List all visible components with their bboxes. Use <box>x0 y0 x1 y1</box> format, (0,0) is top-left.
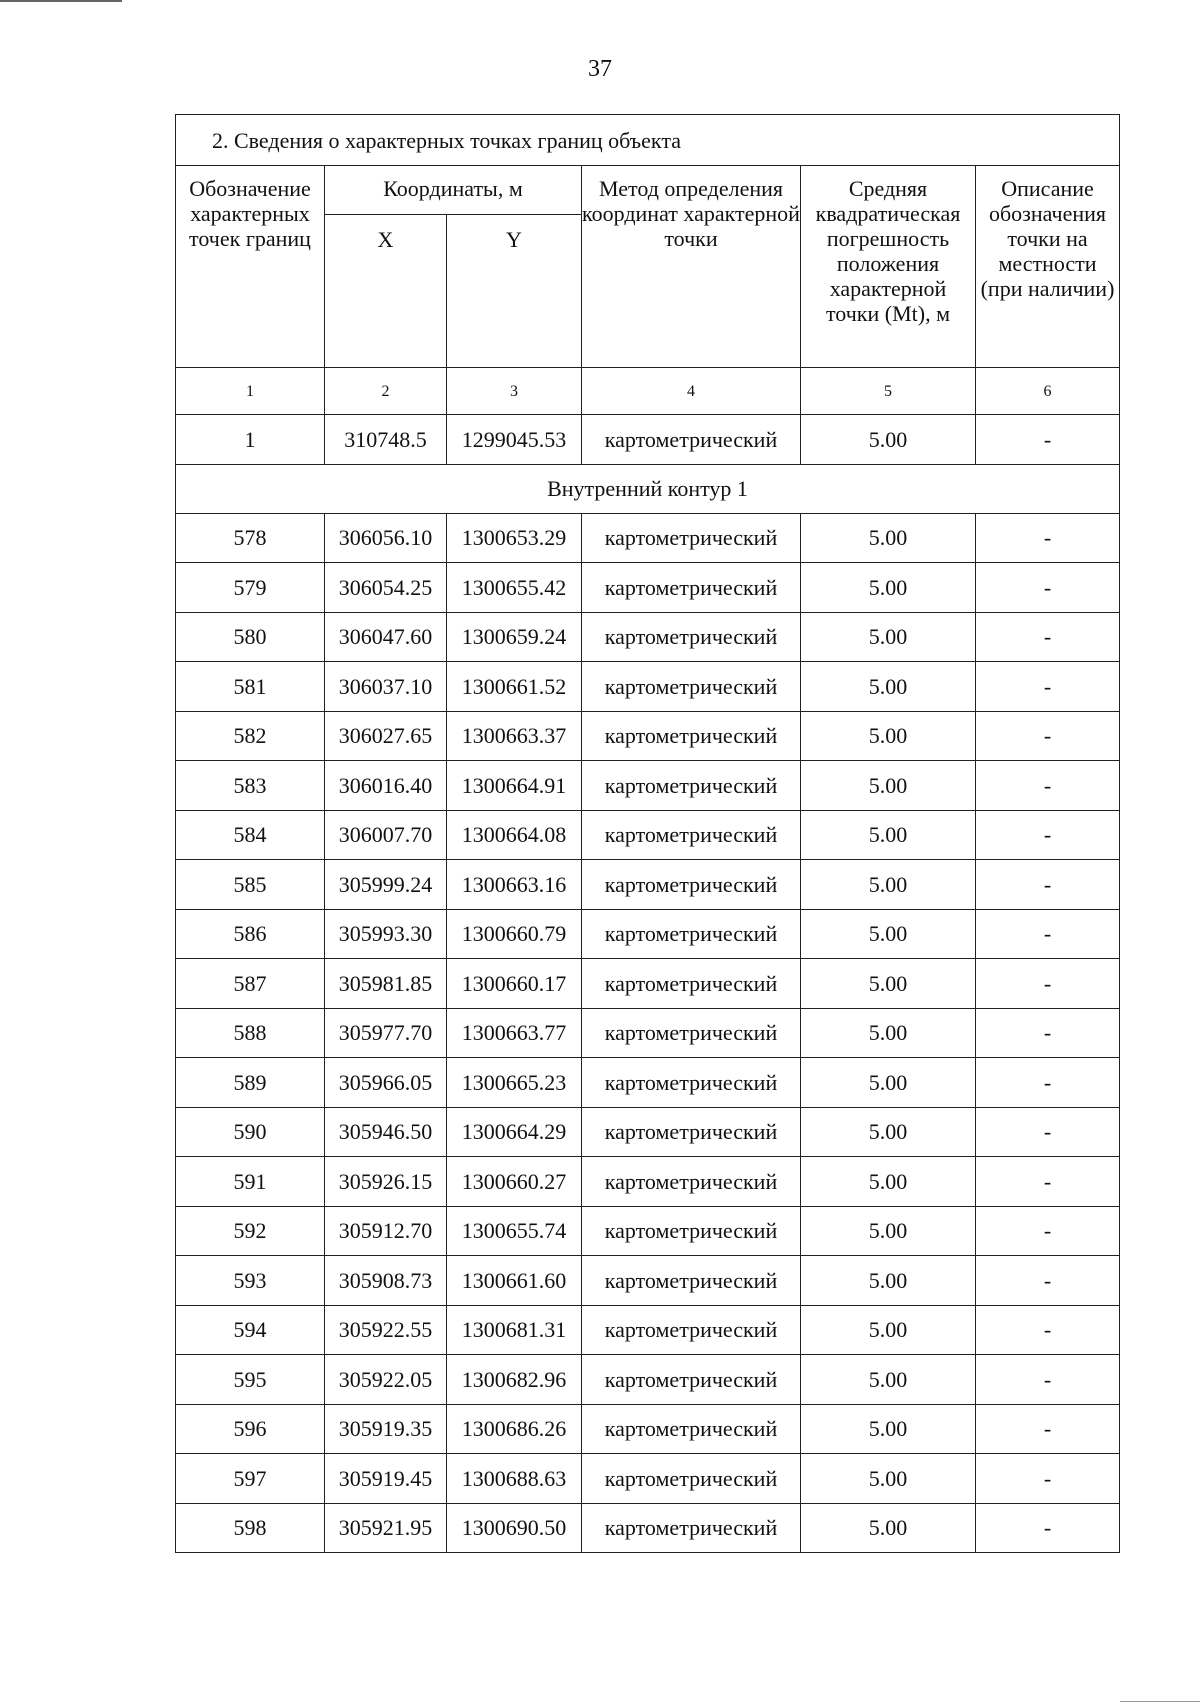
error-cell: 5.00 <box>801 711 976 761</box>
point-cell: 580 <box>176 612 325 662</box>
error-cell: 5.00 <box>801 810 976 860</box>
column-number: 4 <box>582 368 801 415</box>
x-cell: 306037.10 <box>325 662 447 712</box>
header-error: Средняя квадратическая погрешность положения характерной точки (Mt), м <box>801 166 976 368</box>
y-cell: 1300664.08 <box>447 810 582 860</box>
description-cell: - <box>976 959 1120 1009</box>
y-cell: 1300681.31 <box>447 1305 582 1355</box>
x-cell: 306016.40 <box>325 761 447 811</box>
point-cell: 592 <box>176 1206 325 1256</box>
point-cell: 583 <box>176 761 325 811</box>
y-cell: 1300653.29 <box>447 513 582 563</box>
error-cell: 5.00 <box>801 1503 976 1553</box>
table-row <box>176 1305 1120 1355</box>
table-row <box>176 1503 1120 1553</box>
error-cell: 5.00 <box>801 415 976 465</box>
table-row <box>176 513 1120 563</box>
y-cell: 1300661.60 <box>447 1256 582 1306</box>
error-cell: 5.00 <box>801 1058 976 1108</box>
point-cell: 584 <box>176 810 325 860</box>
header-method: Метод определения координат характерной точки <box>582 166 801 368</box>
point-cell: 579 <box>176 563 325 613</box>
description-cell: - <box>976 415 1120 465</box>
y-cell: 1300688.63 <box>447 1454 582 1504</box>
table-row <box>176 1058 1120 1108</box>
y-cell: 1300655.74 <box>447 1206 582 1256</box>
column-number: 5 <box>801 368 976 415</box>
point-cell: 589 <box>176 1058 325 1108</box>
x-cell: 306047.60 <box>325 612 447 662</box>
method-cell: картометрический <box>582 1008 801 1058</box>
y-cell: 1300663.77 <box>447 1008 582 1058</box>
y-cell: 1300664.91 <box>447 761 582 811</box>
description-cell: - <box>976 909 1120 959</box>
table-row <box>176 1404 1120 1454</box>
y-cell: 1300663.37 <box>447 711 582 761</box>
method-cell: картометрический <box>582 1058 801 1108</box>
column-number: 3 <box>447 368 582 415</box>
x-cell: 306007.70 <box>325 810 447 860</box>
table-row <box>176 1107 1120 1157</box>
error-cell: 5.00 <box>801 1355 976 1405</box>
header-description: Описание обозначения точки на местности (при наличии) <box>976 166 1120 368</box>
method-cell: картометрический <box>582 860 801 910</box>
y-cell: 1299045.53 <box>447 415 582 465</box>
method-cell: картометрический <box>582 662 801 712</box>
method-cell: картометрический <box>582 513 801 563</box>
error-cell: 5.00 <box>801 1157 976 1207</box>
method-cell: картометрический <box>582 415 801 465</box>
error-cell: 5.00 <box>801 513 976 563</box>
header-y: Y <box>447 215 582 368</box>
table-row <box>176 959 1120 1009</box>
table-row <box>176 1008 1120 1058</box>
description-cell: - <box>976 1503 1120 1553</box>
header-coordinates: Координаты, м <box>325 166 582 215</box>
method-cell: картометрический <box>582 1503 801 1553</box>
header-designation: Обозначение характерных точек границ <box>176 166 325 368</box>
description-cell: - <box>976 711 1120 761</box>
error-cell: 5.00 <box>801 1206 976 1256</box>
point-cell: 593 <box>176 1256 325 1306</box>
x-cell: 305966.05 <box>325 1058 447 1108</box>
x-cell: 305926.15 <box>325 1157 447 1207</box>
table-row <box>176 1355 1120 1405</box>
point-cell: 586 <box>176 909 325 959</box>
table-row <box>176 711 1120 761</box>
point-cell: 594 <box>176 1305 325 1355</box>
x-cell: 305912.70 <box>325 1206 447 1256</box>
error-cell: 5.00 <box>801 761 976 811</box>
method-cell: картометрический <box>582 1107 801 1157</box>
method-cell: картометрический <box>582 1256 801 1306</box>
description-cell: - <box>976 761 1120 811</box>
x-cell: 305946.50 <box>325 1107 447 1157</box>
point-cell: 581 <box>176 662 325 712</box>
column-number: 1 <box>176 368 325 415</box>
table-row <box>176 860 1120 910</box>
table-row <box>176 563 1120 613</box>
description-cell: - <box>976 1008 1120 1058</box>
table-row <box>176 612 1120 662</box>
table-row <box>176 810 1120 860</box>
error-cell: 5.00 <box>801 1454 976 1504</box>
error-cell: 5.00 <box>801 662 976 712</box>
column-number: 6 <box>976 368 1120 415</box>
table-row <box>176 909 1120 959</box>
crop-mark <box>0 0 122 2</box>
method-cell: картометрический <box>582 959 801 1009</box>
column-numbers-row <box>176 368 1120 415</box>
y-cell: 1300660.79 <box>447 909 582 959</box>
x-cell: 305922.55 <box>325 1305 447 1355</box>
method-cell: картометрический <box>582 909 801 959</box>
x-cell: 305999.24 <box>325 860 447 910</box>
point-cell: 597 <box>176 1454 325 1504</box>
error-cell: 5.00 <box>801 1107 976 1157</box>
method-cell: картометрический <box>582 810 801 860</box>
description-cell: - <box>976 860 1120 910</box>
table-row <box>176 662 1120 712</box>
method-cell: картометрический <box>582 563 801 613</box>
point-cell: 598 <box>176 1503 325 1553</box>
x-cell: 305981.85 <box>325 959 447 1009</box>
y-cell: 1300682.96 <box>447 1355 582 1405</box>
point-cell: 588 <box>176 1008 325 1058</box>
method-cell: картометрический <box>582 1206 801 1256</box>
method-cell: картометрический <box>582 761 801 811</box>
description-cell: - <box>976 1107 1120 1157</box>
table-row <box>176 1157 1120 1207</box>
page-number: 37 <box>588 56 612 82</box>
x-cell: 305993.30 <box>325 909 447 959</box>
description-cell: - <box>976 810 1120 860</box>
boundary-points-table <box>175 114 1120 1553</box>
point-cell: 595 <box>176 1355 325 1405</box>
table-row <box>176 761 1120 811</box>
method-cell: картометрический <box>582 1157 801 1207</box>
y-cell: 1300686.26 <box>447 1404 582 1454</box>
description-cell: - <box>976 1404 1120 1454</box>
error-cell: 5.00 <box>801 860 976 910</box>
y-cell: 1300660.17 <box>447 959 582 1009</box>
description-cell: - <box>976 1256 1120 1306</box>
table-row <box>176 1454 1120 1504</box>
x-cell: 305977.70 <box>325 1008 447 1058</box>
error-cell: 5.00 <box>801 909 976 959</box>
y-cell: 1300690.50 <box>447 1503 582 1553</box>
point-cell: 585 <box>176 860 325 910</box>
description-cell: - <box>976 662 1120 712</box>
error-cell: 5.00 <box>801 1008 976 1058</box>
error-cell: 5.00 <box>801 1404 976 1454</box>
error-cell: 5.00 <box>801 612 976 662</box>
y-cell: 1300665.23 <box>447 1058 582 1108</box>
description-cell: - <box>976 1157 1120 1207</box>
x-cell: 306027.65 <box>325 711 447 761</box>
description-cell: - <box>976 1305 1120 1355</box>
y-cell: 1300661.52 <box>447 662 582 712</box>
column-number: 2 <box>325 368 447 415</box>
x-cell: 305921.95 <box>325 1503 447 1553</box>
x-cell: 305919.45 <box>325 1454 447 1504</box>
method-cell: картометрический <box>582 1404 801 1454</box>
header-x: X <box>325 215 447 368</box>
table-row <box>176 1206 1120 1256</box>
point-cell: 591 <box>176 1157 325 1207</box>
method-cell: картометрический <box>582 1355 801 1405</box>
point-cell: 1 <box>176 415 325 465</box>
description-cell: - <box>976 612 1120 662</box>
error-cell: 5.00 <box>801 563 976 613</box>
section-title: 2. Сведения о характерных точках границ объекта <box>176 115 1120 166</box>
table-row <box>176 415 1120 465</box>
description-cell: - <box>976 1355 1120 1405</box>
error-cell: 5.00 <box>801 1256 976 1306</box>
x-cell: 305908.73 <box>325 1256 447 1306</box>
point-cell: 590 <box>176 1107 325 1157</box>
point-cell: 587 <box>176 959 325 1009</box>
method-cell: картометрический <box>582 711 801 761</box>
description-cell: - <box>976 513 1120 563</box>
y-cell: 1300659.24 <box>447 612 582 662</box>
method-cell: картометрический <box>582 1454 801 1504</box>
method-cell: картометрический <box>582 612 801 662</box>
point-cell: 578 <box>176 513 325 563</box>
method-cell: картометрический <box>582 1305 801 1355</box>
y-cell: 1300655.42 <box>447 563 582 613</box>
x-cell: 306056.10 <box>325 513 447 563</box>
contour-subtitle: Внутренний контур 1 <box>176 464 1120 513</box>
point-cell: 596 <box>176 1404 325 1454</box>
description-cell: - <box>976 1058 1120 1108</box>
crop-mark <box>1120 1701 1200 1702</box>
y-cell: 1300664.29 <box>447 1107 582 1157</box>
error-cell: 5.00 <box>801 1305 976 1355</box>
description-cell: - <box>976 563 1120 613</box>
y-cell: 1300663.16 <box>447 860 582 910</box>
error-cell: 5.00 <box>801 959 976 1009</box>
x-cell: 305922.05 <box>325 1355 447 1405</box>
description-cell: - <box>976 1454 1120 1504</box>
x-cell: 306054.25 <box>325 563 447 613</box>
y-cell: 1300660.27 <box>447 1157 582 1207</box>
x-cell: 310748.5 <box>325 415 447 465</box>
description-cell: - <box>976 1206 1120 1256</box>
point-cell: 582 <box>176 711 325 761</box>
table-row <box>176 1256 1120 1306</box>
x-cell: 305919.35 <box>325 1404 447 1454</box>
